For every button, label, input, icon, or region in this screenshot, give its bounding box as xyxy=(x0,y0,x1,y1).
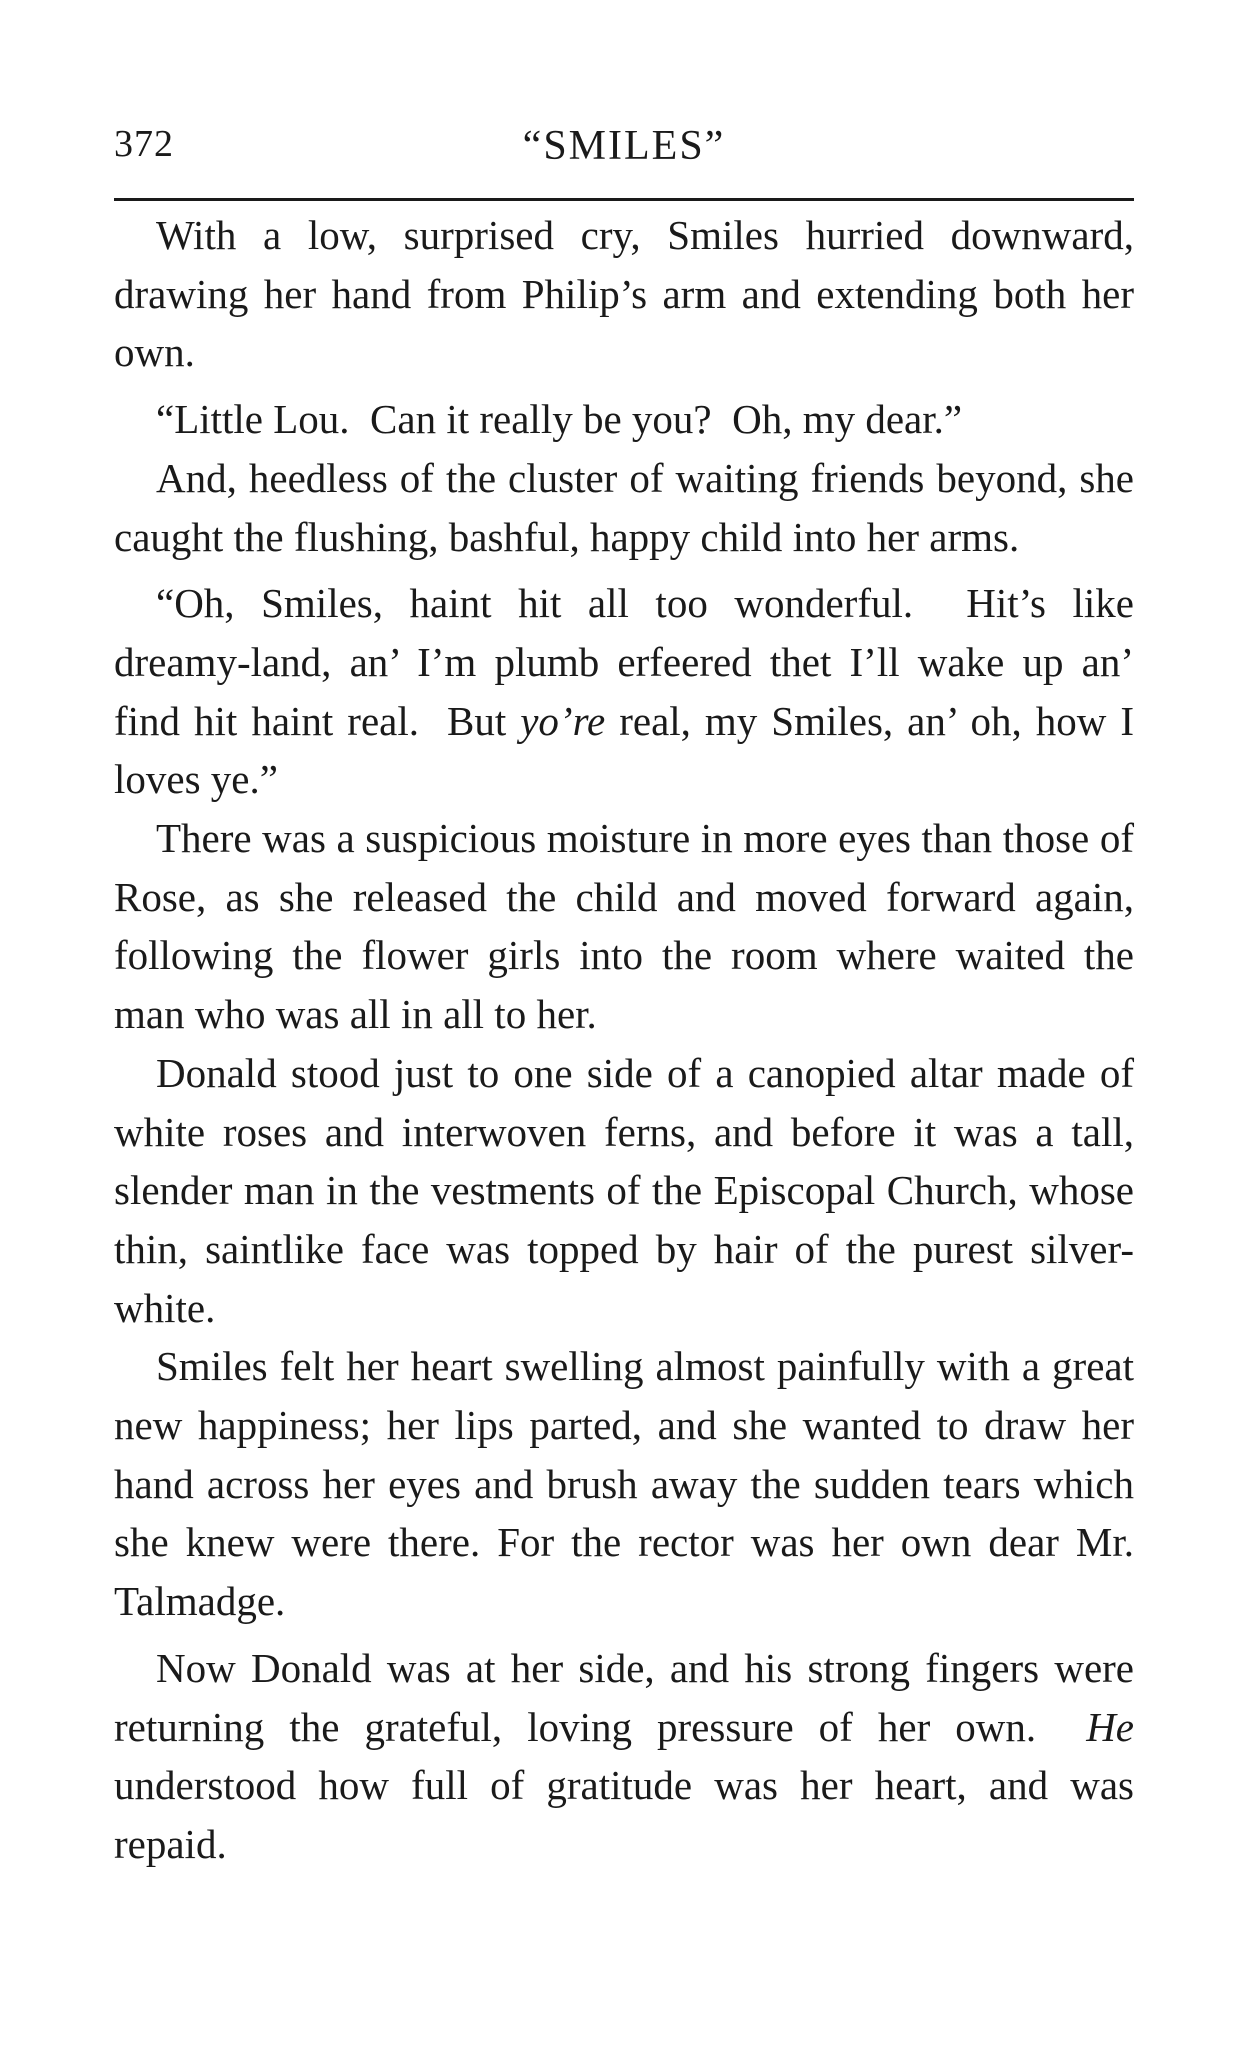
paragraph xyxy=(114,574,1145,809)
paragraph-text: real, my Smiles, an’ oh, how I loves ye.” xyxy=(114,697,1134,803)
paragraph: Smiles felt her heart swelling almost painfully with a great new happiness; her lips parted, and she wanted to draw her hand across her eyes and brush away the sudden tears which she knew were there. For the rector was her own dear Mr. Talmadge. xyxy=(114,1343,1134,1625)
paragraph: And, heedless of the cluster of waiting friends beyond, she caught the flushing, bashful, happy child into her arms. xyxy=(114,454,1134,560)
paragraph-text: Now Donald was at her side, and his strong fingers were returning the grateful, loving pressure of her own. xyxy=(114,1644,1145,1750)
paragraph-text: understood how full of gratitude was her heart, and was repaid. xyxy=(114,1762,1134,1867)
paragraph-gap xyxy=(114,1631,1134,1639)
paragraph: With a low, surprised cry, Smiles hurried downward, drawing her hand from Philip’s arm and extending both her own. xyxy=(114,212,1134,376)
page-header xyxy=(114,122,1134,192)
page-number: 372 xyxy=(114,123,174,165)
paragraph: “Little Lou. Can it really be you? Oh, my dear.” xyxy=(156,396,963,443)
paragraph-gap xyxy=(114,566,1134,574)
paragraph: There was a suspicious moisture in more eyes than those of Rose, as she released the child and moved forward again, following the flower girls into the room where waited the man who was all in all to her. xyxy=(114,815,1134,1038)
body-text xyxy=(114,206,1145,1874)
paragraph-text: “Oh, Smiles, haint hit all too wonderful. Hit’s like dreamy-land, an’ I’m plumb erfeered thet I’ll wake up an’ find hit haint real. But xyxy=(114,580,1145,744)
paragraph-italic-text: yo’re xyxy=(520,697,606,744)
paragraph-gap xyxy=(114,382,1134,390)
paragraph: Donald stood just to one side of a canopied altar made of white roses and interwoven ferns, and before it was a tall, slender man in the vestments of the Episcopal Church, whose thin, saintlike face was topped by hair of the purest silver-white. xyxy=(114,1049,1134,1331)
header-rule xyxy=(114,198,1134,201)
paragraph xyxy=(114,1639,1145,1874)
paragraph-italic-text: He xyxy=(1086,1703,1134,1750)
running-title: “SMILES” xyxy=(522,123,726,169)
